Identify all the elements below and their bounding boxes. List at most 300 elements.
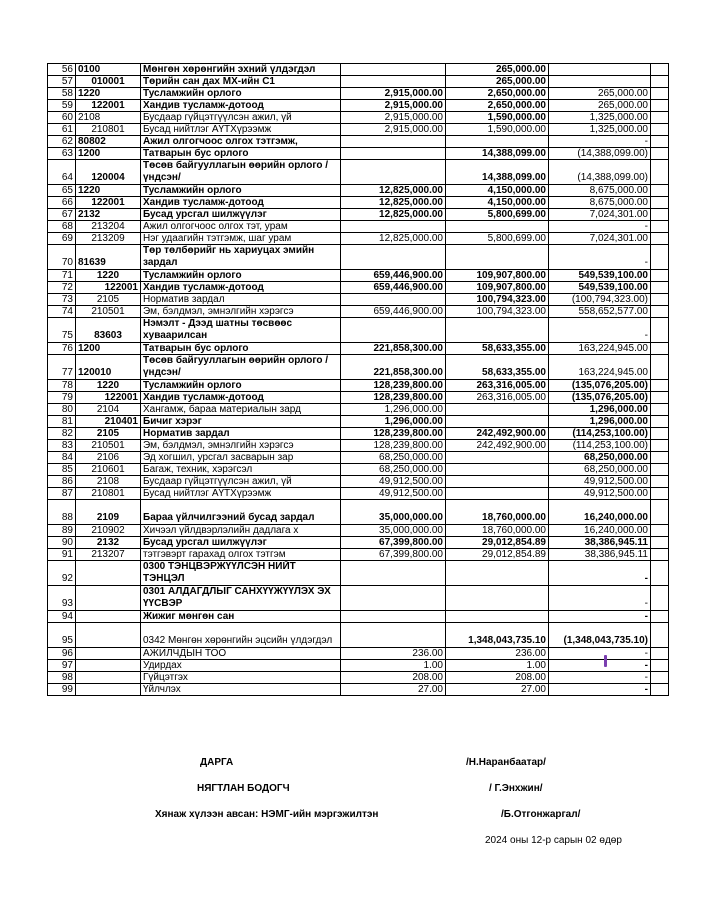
table-row <box>48 197 669 209</box>
note-cell <box>651 245 669 270</box>
amount-plan: 68,250,000.00 <box>341 452 446 464</box>
table-row <box>48 648 669 660</box>
amount-actual <box>446 488 549 500</box>
note-cell <box>651 537 669 549</box>
amount-plan: 67,399,800.00 <box>341 549 446 561</box>
account-name: АЖИЛЧДЫН ТОО <box>141 648 341 660</box>
row-number: 78 <box>48 380 76 392</box>
table-row <box>48 160 669 185</box>
note-cell <box>651 64 669 76</box>
row-number: 88 <box>48 500 76 525</box>
note-cell <box>651 270 669 282</box>
row-number: 82 <box>48 428 76 440</box>
table-row <box>48 561 669 586</box>
table-row <box>48 623 669 648</box>
note-cell <box>651 197 669 209</box>
table-row <box>48 124 669 136</box>
amount-difference: (114,253,100.00) <box>549 440 651 452</box>
account-code: 1220 <box>76 185 141 197</box>
amount-plan <box>341 76 446 88</box>
amount-actual: 58,633,355.00 <box>446 343 549 355</box>
table-row <box>48 586 669 611</box>
table-row <box>48 660 669 672</box>
table-row <box>48 88 669 100</box>
account-name: Ажил олгогчоос олгох тэтгэмж, <box>141 136 341 148</box>
note-cell <box>651 294 669 306</box>
table-row <box>48 488 669 500</box>
amount-actual: 100,794,323.00 <box>446 294 549 306</box>
note-cell <box>651 160 669 185</box>
amount-difference: 16,240,000.00 <box>549 525 651 537</box>
note-cell <box>651 549 669 561</box>
account-name: Нэмэлт - Дээд шатны төсвөөс хуваарилсан <box>141 318 341 343</box>
account-name: Бусад урсгал шилжүүлэг <box>141 209 341 221</box>
table-row <box>48 476 669 488</box>
row-number: 80 <box>48 404 76 416</box>
amount-plan: 236.00 <box>341 648 446 660</box>
account-code: 1200 <box>76 148 141 160</box>
table-row <box>48 549 669 561</box>
amount-actual: 109,907,800.00 <box>446 270 549 282</box>
account-code <box>76 586 141 611</box>
amount-difference: 265,000.00 <box>549 88 651 100</box>
amount-difference: - <box>549 561 651 586</box>
account-name: Жижиг мөнгөн сан <box>141 611 341 623</box>
row-number: 90 <box>48 537 76 549</box>
table-row <box>48 525 669 537</box>
amount-plan <box>341 160 446 185</box>
amount-plan: 128,239,800.00 <box>341 392 446 404</box>
amount-difference: - <box>549 245 651 270</box>
note-cell <box>651 136 669 148</box>
note-cell <box>651 404 669 416</box>
row-number: 75 <box>48 318 76 343</box>
account-name: Бусдаар гүйцэтгүүлсэн ажил, үй <box>141 476 341 488</box>
amount-actual: 27.00 <box>446 684 549 696</box>
note-cell <box>651 525 669 537</box>
report-table-body <box>48 64 669 696</box>
amount-actual: 4,150,000.00 <box>446 197 549 209</box>
account-code: 80802 <box>76 136 141 148</box>
amount-actual: 100,794,323.00 <box>446 306 549 318</box>
account-code: 2132 <box>76 537 141 549</box>
amount-difference: - <box>549 136 651 148</box>
reviewer-title: Хянаж хүлээн авсан: НЭМГ-ийн мэргэжилтэн <box>155 809 379 820</box>
account-code: 2106 <box>76 452 141 464</box>
note-cell <box>651 464 669 476</box>
account-name: Хандив тусламж-дотоод <box>141 100 341 112</box>
account-name: 0300 ТЭНЦВЭРЖҮҮЛСЭН НИЙТ ТЭНЦЭЛ <box>141 561 341 586</box>
amount-actual <box>446 476 549 488</box>
amount-difference: 38,386,945.11 <box>549 537 651 549</box>
row-number: 95 <box>48 623 76 648</box>
account-code: 010001 <box>76 76 141 88</box>
row-number: 73 <box>48 294 76 306</box>
table-row <box>48 112 669 124</box>
amount-difference: 1,325,000.00 <box>549 112 651 124</box>
row-number: 83 <box>48 440 76 452</box>
table-row <box>48 428 669 440</box>
account-code: 2108 <box>76 112 141 124</box>
amount-actual <box>446 404 549 416</box>
table-row <box>48 452 669 464</box>
amount-difference: (135,076,205.00) <box>549 392 651 404</box>
amount-difference: 7,024,301.00 <box>549 209 651 221</box>
amount-difference <box>549 76 651 88</box>
account-code: 83603 <box>76 318 141 343</box>
account-code: 210801 <box>76 124 141 136</box>
note-cell <box>651 185 669 197</box>
amount-difference: 1,296,000.00 <box>549 416 651 428</box>
account-code: 213204 <box>76 221 141 233</box>
note-cell <box>651 684 669 696</box>
amount-actual: 5,800,699.00 <box>446 209 549 221</box>
account-name: Бусад нийтлэг АҮТХүрээмж <box>141 124 341 136</box>
account-code: 1220 <box>76 270 141 282</box>
amount-plan: 128,239,800.00 <box>341 380 446 392</box>
amount-difference <box>549 64 651 76</box>
note-cell <box>651 306 669 318</box>
amount-actual: 29,012,854.89 <box>446 549 549 561</box>
table-row <box>48 136 669 148</box>
amount-plan: 2,915,000.00 <box>341 112 446 124</box>
account-code: 120004 <box>76 160 141 185</box>
director-title: ДАРГА <box>200 757 234 768</box>
table-row <box>48 221 669 233</box>
account-name: Ажил олгогчоос олгох тэт, урам <box>141 221 341 233</box>
row-number: 63 <box>48 148 76 160</box>
note-cell <box>651 343 669 355</box>
table-row <box>48 672 669 684</box>
amount-actual: 1,348,043,735.10 <box>446 623 549 648</box>
amount-actual <box>446 136 549 148</box>
note-cell <box>651 380 669 392</box>
amount-actual: 263,316,005.00 <box>446 392 549 404</box>
reviewer-name: /Б.Отгонжаргал/ <box>501 809 581 820</box>
amount-difference: 163,224,945.00 <box>549 355 651 380</box>
amount-actual: 18,760,000.00 <box>446 500 549 525</box>
table-row <box>48 611 669 623</box>
amount-actual: 5,800,699.00 <box>446 233 549 245</box>
amount-plan: 35,000,000.00 <box>341 500 446 525</box>
amount-plan: 68,250,000.00 <box>341 464 446 476</box>
account-name: Удирдах <box>141 660 341 672</box>
table-row <box>48 380 669 392</box>
table-row <box>48 306 669 318</box>
account-name: Эм, бэлдмэл, эмнэлгийн хэрэгсэ <box>141 306 341 318</box>
amount-difference: (14,388,099.00) <box>549 160 651 185</box>
table-row <box>48 64 669 76</box>
account-code <box>76 623 141 648</box>
amount-plan: 12,825,000.00 <box>341 233 446 245</box>
amount-actual: 242,492,900.00 <box>446 440 549 452</box>
row-number: 69 <box>48 233 76 245</box>
account-name: Хандив тусламж-дотоод <box>141 282 341 294</box>
amount-difference: 8,675,000.00 <box>549 197 651 209</box>
note-cell <box>651 76 669 88</box>
account-code: 2105 <box>76 294 141 306</box>
account-name: Норматив зардал <box>141 294 341 306</box>
amount-plan: 2,915,000.00 <box>341 100 446 112</box>
account-code <box>76 648 141 660</box>
account-name: Татварын бус орлого <box>141 148 341 160</box>
amount-actual: 265,000.00 <box>446 76 549 88</box>
note-cell <box>651 148 669 160</box>
account-code: 210601 <box>76 464 141 476</box>
note-cell <box>651 561 669 586</box>
account-code: 2105 <box>76 428 141 440</box>
amount-plan: 659,446,900.00 <box>341 270 446 282</box>
amount-plan <box>341 136 446 148</box>
account-name: Хичээл үйлдвэрлэлийн дадлага х <box>141 525 341 537</box>
table-row <box>48 355 669 380</box>
account-name: Үйлчлэх <box>141 684 341 696</box>
amount-difference: 549,539,100.00 <box>549 270 651 282</box>
row-number: 74 <box>48 306 76 318</box>
account-code: 2108 <box>76 476 141 488</box>
account-code: 210401 <box>76 416 141 428</box>
note-cell <box>651 586 669 611</box>
amount-difference: - <box>549 586 651 611</box>
account-name: Бусад урсгал шилжүүлэг <box>141 537 341 549</box>
table-row <box>48 464 669 476</box>
note-cell <box>651 318 669 343</box>
note-cell <box>651 209 669 221</box>
table-row <box>48 500 669 525</box>
amount-plan: 12,825,000.00 <box>341 209 446 221</box>
account-name: Хандив тусламж-дотоод <box>141 392 341 404</box>
row-number: 89 <box>48 525 76 537</box>
note-cell <box>651 112 669 124</box>
amount-difference: 49,912,500.00 <box>549 476 651 488</box>
note-cell <box>651 233 669 245</box>
account-code: 122001 <box>76 197 141 209</box>
amount-plan: 49,912,500.00 <box>341 488 446 500</box>
amount-actual <box>446 586 549 611</box>
note-cell <box>651 452 669 464</box>
amount-difference: 38,386,945.11 <box>549 549 651 561</box>
note-cell <box>651 392 669 404</box>
amount-actual: 263,316,005.00 <box>446 380 549 392</box>
amount-actual: 29,012,854.89 <box>446 537 549 549</box>
table-row <box>48 282 669 294</box>
director-name: /Н.Наранбаатар/ <box>466 757 546 768</box>
row-number: 76 <box>48 343 76 355</box>
account-code: 122001 <box>76 282 141 294</box>
account-name: Төсөв байгууллагын өөрийн орлого /үндсэн/ <box>141 355 341 380</box>
row-number: 68 <box>48 221 76 233</box>
account-code: 210801 <box>76 488 141 500</box>
amount-difference: 68,250,000.00 <box>549 452 651 464</box>
account-name: Хангамж, бараа материалын зард <box>141 404 341 416</box>
table-row <box>48 416 669 428</box>
note-cell <box>651 124 669 136</box>
note-cell <box>651 476 669 488</box>
amount-plan: 659,446,900.00 <box>341 282 446 294</box>
row-number: 87 <box>48 488 76 500</box>
account-code: 213207 <box>76 549 141 561</box>
amount-actual: 1,590,000.00 <box>446 124 549 136</box>
amount-plan <box>341 611 446 623</box>
account-code: 210501 <box>76 440 141 452</box>
account-name: Гүйцэтгэх <box>141 672 341 684</box>
account-name: Норматив зардал <box>141 428 341 440</box>
table-row <box>48 294 669 306</box>
amount-plan: 2,915,000.00 <box>341 88 446 100</box>
account-code: 210902 <box>76 525 141 537</box>
amount-plan: 128,239,800.00 <box>341 428 446 440</box>
amount-actual: 109,907,800.00 <box>446 282 549 294</box>
amount-plan: 27.00 <box>341 684 446 696</box>
amount-difference: - <box>549 648 651 660</box>
account-code: 122001 <box>76 392 141 404</box>
amount-actual <box>446 464 549 476</box>
account-name: Төсөв байгууллагын өөрийн орлого /үндсэн/ <box>141 160 341 185</box>
account-code: 1200 <box>76 343 141 355</box>
note-cell <box>651 88 669 100</box>
row-number: 86 <box>48 476 76 488</box>
amount-difference: 7,024,301.00 <box>549 233 651 245</box>
amount-plan <box>341 561 446 586</box>
amount-difference: - <box>549 672 651 684</box>
note-cell <box>651 416 669 428</box>
amount-actual: 18,760,000.00 <box>446 525 549 537</box>
row-number: 56 <box>48 64 76 76</box>
amount-actual <box>446 245 549 270</box>
table-row <box>48 233 669 245</box>
amount-actual <box>446 561 549 586</box>
note-cell <box>651 221 669 233</box>
row-number: 71 <box>48 270 76 282</box>
row-number: 99 <box>48 684 76 696</box>
amount-difference: - <box>549 221 651 233</box>
account-name: Төр төлбөрийг нь хариуцах эмийн зардал <box>141 245 341 270</box>
amount-difference: - <box>549 684 651 696</box>
table-row <box>48 209 669 221</box>
amount-difference: (100,794,323.00) <box>549 294 651 306</box>
table-row <box>48 185 669 197</box>
amount-plan: 221,858,300.00 <box>341 343 446 355</box>
table-row <box>48 148 669 160</box>
amount-difference: 1,325,000.00 <box>549 124 651 136</box>
account-code: 213209 <box>76 233 141 245</box>
amount-plan <box>341 623 446 648</box>
account-code <box>76 660 141 672</box>
amount-difference: 68,250,000.00 <box>549 464 651 476</box>
amount-actual: 208.00 <box>446 672 549 684</box>
account-name: Тусламжийн орлого <box>141 270 341 282</box>
row-number: 58 <box>48 88 76 100</box>
amount-actual: 4,150,000.00 <box>446 185 549 197</box>
amount-difference: (135,076,205.00) <box>549 380 651 392</box>
note-cell <box>651 660 669 672</box>
row-number: 93 <box>48 586 76 611</box>
row-number: 70 <box>48 245 76 270</box>
amount-actual: 2,650,000.00 <box>446 100 549 112</box>
amount-difference: (114,253,100.00) <box>549 428 651 440</box>
table-row <box>48 392 669 404</box>
amount-actual <box>446 416 549 428</box>
row-number: 61 <box>48 124 76 136</box>
amount-actual: 265,000.00 <box>446 64 549 76</box>
amount-actual <box>446 452 549 464</box>
amount-plan: 2,915,000.00 <box>341 124 446 136</box>
row-number: 77 <box>48 355 76 380</box>
note-cell <box>651 440 669 452</box>
amount-difference: 49,912,500.00 <box>549 488 651 500</box>
report-date: 2024 оны 12-р сарын 02 өдөр <box>485 835 622 846</box>
amount-plan: 659,446,900.00 <box>341 306 446 318</box>
amount-difference: 1,296,000.00 <box>549 404 651 416</box>
amount-plan: 49,912,500.00 <box>341 476 446 488</box>
account-name: Бусад нийтлэг АҮТХүрээмж <box>141 488 341 500</box>
amount-plan <box>341 294 446 306</box>
table-row <box>48 270 669 282</box>
account-code: 0100 <box>76 64 141 76</box>
account-code <box>76 611 141 623</box>
amount-actual <box>446 611 549 623</box>
table-row <box>48 318 669 343</box>
row-number: 81 <box>48 416 76 428</box>
report-table <box>47 63 669 696</box>
row-number: 94 <box>48 611 76 623</box>
row-number: 57 <box>48 76 76 88</box>
account-name: 0342 Мөнгөн хөрөнгийн эцсийн үлдэгдэл <box>141 623 341 648</box>
account-code: 2109 <box>76 500 141 525</box>
account-code: 1220 <box>76 88 141 100</box>
pen-mark <box>604 655 607 667</box>
table-row <box>48 404 669 416</box>
row-number: 72 <box>48 282 76 294</box>
amount-plan: 1,296,000.00 <box>341 416 446 428</box>
amount-plan <box>341 318 446 343</box>
account-name: Хандив тусламж-дотоод <box>141 197 341 209</box>
account-code: 122001 <box>76 100 141 112</box>
amount-actual: 242,492,900.00 <box>446 428 549 440</box>
row-number: 84 <box>48 452 76 464</box>
account-code <box>76 672 141 684</box>
account-name: Мөнгөн хөрөнгийн эхний үлдэгдэл <box>141 64 341 76</box>
note-cell <box>651 428 669 440</box>
accountant-title: НЯГТЛАН БОДОГЧ <box>197 783 290 794</box>
amount-plan <box>341 148 446 160</box>
amount-actual: 14,388,099.00 <box>446 148 549 160</box>
note-cell <box>651 672 669 684</box>
amount-plan: 128,239,800.00 <box>341 440 446 452</box>
note-cell <box>651 488 669 500</box>
amount-difference: 163,224,945.00 <box>549 343 651 355</box>
amount-actual: 2,650,000.00 <box>446 88 549 100</box>
amount-plan <box>341 245 446 270</box>
amount-actual: 1,590,000.00 <box>446 112 549 124</box>
accountant-name: / Г.Энхжин/ <box>489 783 543 794</box>
row-number: 65 <box>48 185 76 197</box>
amount-plan: 1.00 <box>341 660 446 672</box>
amount-plan: 12,825,000.00 <box>341 185 446 197</box>
amount-plan: 67,399,800.00 <box>341 537 446 549</box>
amount-plan <box>341 64 446 76</box>
row-number: 98 <box>48 672 76 684</box>
account-code: 2132 <box>76 209 141 221</box>
amount-difference: - <box>549 318 651 343</box>
amount-difference: 265,000.00 <box>549 100 651 112</box>
account-name: Тусламжийн орлого <box>141 185 341 197</box>
row-number: 66 <box>48 197 76 209</box>
row-number: 60 <box>48 112 76 124</box>
row-number: 62 <box>48 136 76 148</box>
row-number: 59 <box>48 100 76 112</box>
account-name: Төрийн сан дах МХ-ийн С1 <box>141 76 341 88</box>
